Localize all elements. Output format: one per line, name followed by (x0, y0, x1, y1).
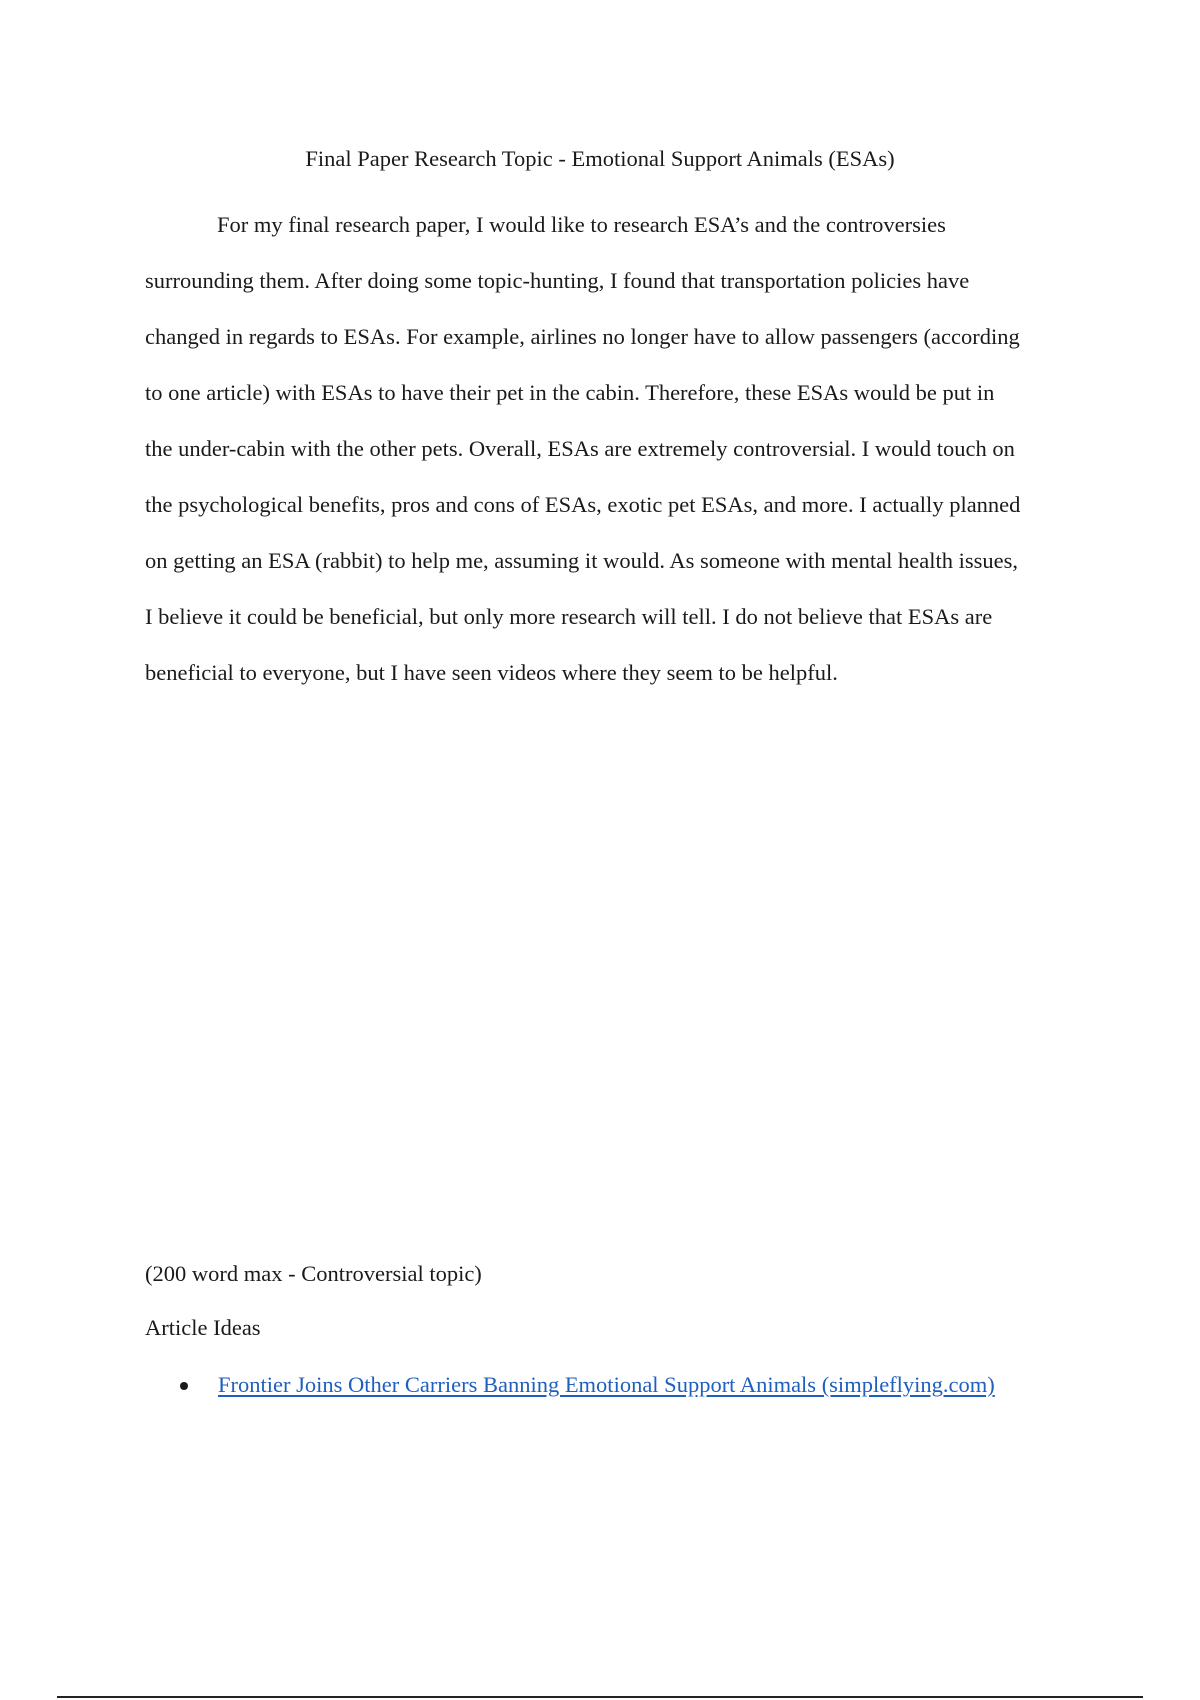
paragraph-line: I believe it could be beneficial, but only more research will tell. I do not believe that ESAs are (145, 604, 993, 629)
paragraph-line: surrounding them. After doing some topic-hunting, I found that transportation policies have (145, 268, 970, 293)
bullet-icon (180, 1382, 188, 1390)
paragraph-line: beneficial to everyone, but I have seen videos where they seem to be helpful. (145, 660, 838, 685)
paragraph-line: changed in regards to ESAs. For example, airlines no longer have to allow passengers (according (145, 324, 1020, 349)
article-ideas-heading: Article Ideas (145, 1315, 261, 1340)
document-title: Final Paper Research Topic - Emotional Support Animals (ESAs) (305, 146, 895, 171)
article-ideas-list (180, 1370, 995, 1400)
list-item (180, 1370, 995, 1400)
body-paragraph (145, 197, 1093, 701)
article-link[interactable]: Frontier Joins Other Carriers Banning Emotional Support Animals (simpleflying.com) (218, 1372, 995, 1397)
paragraph-line: the under-cabin with the other pets. Overall, ESAs are extremely controversial. I would touch on (145, 436, 1015, 461)
paragraph-line: on getting an ESA (rabbit) to help me, assuming it would. As someone with mental health issues, (145, 548, 1019, 573)
page-divider (57, 1696, 1143, 1698)
paragraph-line: the psychological benefits, pros and cons of ESAs, exotic pet ESAs, and more. I actually planned (145, 492, 1021, 517)
word-limit-note: (200 word max - Controversial topic) (145, 1261, 482, 1286)
paragraph-line: to one article) with ESAs to have their pet in the cabin. Therefore, these ESAs would be put in (145, 380, 995, 405)
paragraph-line: For my final research paper, I would like to research ESA’s and the controversies (217, 212, 946, 237)
